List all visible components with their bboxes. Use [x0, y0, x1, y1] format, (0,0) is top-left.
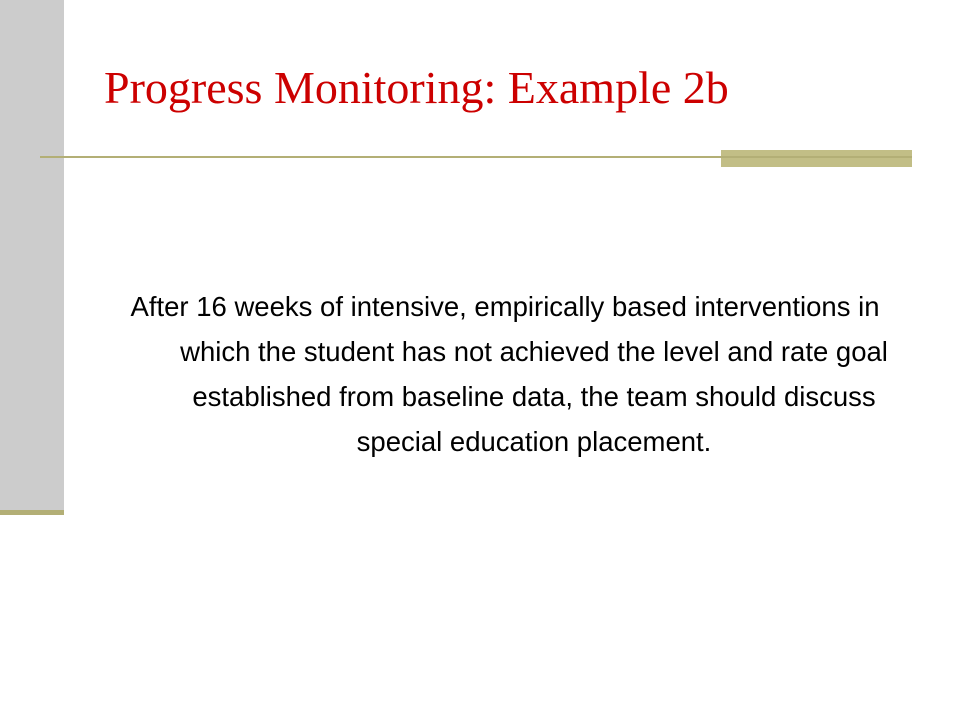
slide-title: Progress Monitoring: Example 2b: [104, 62, 729, 113]
side-accent-bar: [0, 0, 64, 512]
title-divider-line: [40, 156, 721, 158]
title-divider-accent: [721, 150, 912, 167]
side-accent-underline: [0, 510, 64, 515]
slide-body-text: After 16 weeks of intensive, empirically based interventions in which the student has not achieved the level and rate goal established from baseline data, the team should discuss special education placement.: [130, 291, 888, 457]
